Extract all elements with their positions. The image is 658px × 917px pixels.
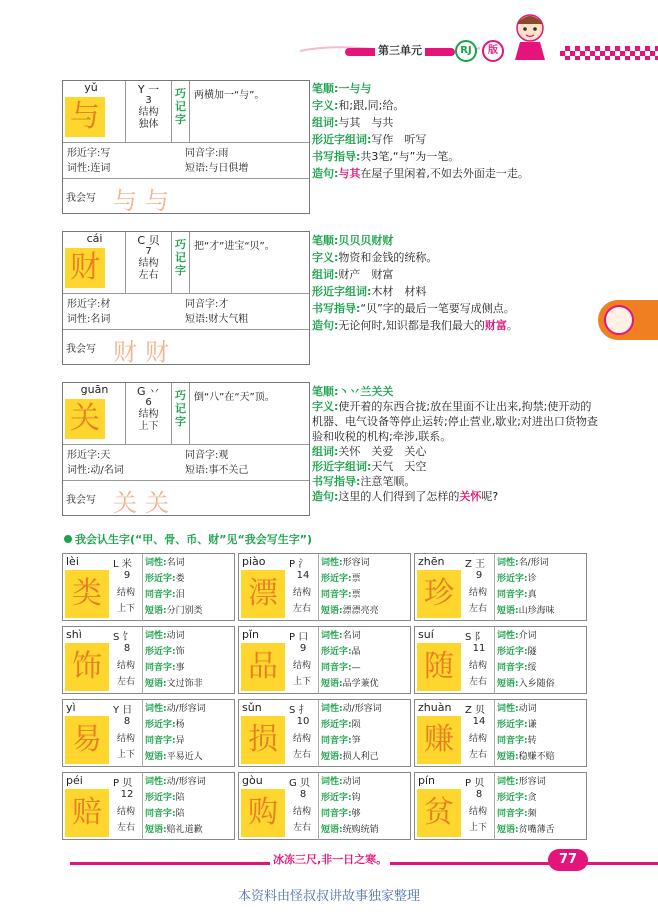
credit-line: 本资料由怪叔叔讲故事独家整理	[237, 889, 420, 904]
structure: 结构 上下	[116, 588, 135, 614]
radical: S 饣	[113, 632, 133, 643]
strokes: 10	[296, 716, 310, 727]
radical: L 米	[113, 559, 132, 570]
structure: 结构 左右	[468, 588, 487, 614]
strokes: 8	[299, 789, 307, 800]
qiao-ji-label: 巧记字	[172, 81, 190, 142]
structure: 结构 上下	[292, 661, 311, 687]
radical: G 贝	[289, 778, 310, 789]
structure: 结构 上下	[116, 734, 135, 760]
char-info: 词性:形容词 形近字:贪 同音字:频 短语:贫嘴薄舌	[497, 777, 555, 835]
radical: P 氵	[289, 559, 309, 570]
structure: 结构 左右	[468, 661, 487, 687]
cartoon-girl-icon	[505, 8, 555, 63]
detail-panel-yu: 笔顺:一与与 字义:和;跟,同;给。 组词:与其 与共 形近字组词:写作 听写 书写指导:共3笔,“与”为一笔。 造句:与其在屋子里闲着,不如去外面走一走。	[312, 82, 529, 180]
char-info: 词性:动词 形近字:饰 同音字:事 短语:文过饰非	[145, 631, 203, 689]
pinyin: lèi	[66, 555, 79, 568]
recognize-card	[62, 772, 235, 840]
pinyin: pín	[418, 774, 436, 787]
divider	[318, 773, 319, 840]
char-info: 词性:名词 形近字:晶 同音字:— 短语:品学兼优	[321, 631, 379, 689]
recognize-card	[62, 699, 235, 767]
pinyin: shì	[66, 628, 82, 641]
write-card-guan	[62, 382, 310, 516]
practice-row: 我会写 财财	[63, 330, 309, 364]
char-big: 饰	[65, 643, 109, 691]
page-header	[0, 0, 658, 78]
pinyin: sǔn	[242, 701, 262, 714]
strokes: 9	[123, 570, 131, 581]
strokes: 8	[123, 716, 131, 727]
trace-chars: 与与	[113, 187, 177, 215]
char-big: 类	[65, 570, 109, 618]
recognize-card	[238, 699, 411, 767]
char-info: 词性:动/形容词 形近字:陪 同音字:陪 短语:赔礼道歉	[145, 777, 206, 835]
pinyin: yǔ	[84, 81, 98, 94]
strokes: 9	[475, 570, 483, 581]
char-info: 词性:动/形容词 形近字:陨 同音字:笋 短语:损人利己	[321, 704, 382, 762]
radical: S 阝	[465, 632, 485, 643]
strokes: 8	[123, 643, 131, 654]
memory-tip: 倒“八”在“天”顶。	[194, 392, 275, 403]
pinyin: piào	[242, 555, 266, 568]
trace-chars: 财财	[113, 338, 177, 366]
divider	[142, 627, 143, 694]
side-tab	[598, 300, 658, 340]
char-big: 赚	[417, 716, 461, 764]
structure: 结构 左右	[292, 807, 311, 833]
divider	[142, 773, 143, 840]
recognize-card	[414, 553, 587, 621]
char-info: 词性:动词 形近字:谦 同音字:转 短语:稳赚不赔	[497, 704, 555, 762]
divider	[494, 700, 495, 767]
divider	[318, 627, 319, 694]
word-facts: 形近字:天 同音字:观 词性:动/名词 短语:事不关己	[63, 445, 309, 481]
strokes: 14	[472, 716, 486, 727]
char-info: 词性:名词 形近字:娄 同音字:泪 短语:分门别类	[145, 558, 203, 616]
divider	[142, 554, 143, 621]
pinyin: gòu	[242, 774, 263, 787]
detail-panel-guan: 笔顺:丶丷兰关关 字义:使开着的东西合拢;放在里面不让出来,拘禁;使开动的机器、电气设备等停止运转;停止营业,歇业;对进出口货物查验和收税的机构;牵涉,联系。 组词:关怀 关爱 关心 形近字组词:天气 天空 书写指导:注意笔顺。 造句:这里的人们得到了怎样的关怀呢?	[312, 385, 598, 503]
header-checker-pattern	[560, 46, 658, 60]
pinyin: suí	[418, 628, 434, 641]
structure: 结构 左右	[292, 734, 311, 760]
footer-proverb: 冰冻三尺,非一日之寒。	[270, 851, 390, 867]
char-info: 词性:动词 形近字:钩 同音字:够 短语:统购统销	[321, 777, 379, 835]
char-big: 品	[241, 643, 285, 691]
recognize-card	[238, 626, 411, 694]
write-card-yu	[62, 80, 310, 214]
pinyin: pǐn	[242, 628, 260, 641]
structure: 结构 左右	[116, 661, 135, 687]
char-big: 购	[241, 789, 285, 837]
memory-tip: 把“才”进宝“贝”。	[194, 241, 275, 252]
recognize-card	[414, 699, 587, 767]
word-facts: 形近字:材 同音字:才 词性:名词 短语:财大气粗	[63, 294, 309, 330]
practice-row: 我会写 关关	[63, 481, 309, 515]
recognize-card	[238, 772, 411, 840]
char-big: 赔	[65, 789, 109, 837]
pinyin: cái	[86, 232, 103, 245]
qiao-ji-label: 巧记字	[172, 232, 190, 293]
strokes: 11	[472, 643, 486, 654]
char-big: 珍	[417, 570, 461, 618]
char-big: 随	[417, 643, 461, 691]
recognize-card	[238, 553, 411, 621]
char-info: 词性:名/形词 形近字:诊 同音字:真 短语:山珍海味	[497, 558, 555, 616]
char-big: 与	[65, 97, 105, 137]
char-big: 关	[65, 399, 105, 439]
divider	[142, 700, 143, 767]
divider	[318, 554, 319, 621]
divider	[318, 700, 319, 767]
char-big: 损	[241, 716, 285, 764]
strokes: 12	[120, 789, 134, 800]
write-card-cai	[62, 231, 310, 365]
rj-badge: RJ	[455, 40, 477, 62]
radical: Z 贝	[465, 705, 486, 716]
char-meta: Y 一 3 结构 独体	[126, 81, 172, 142]
qiao-ji-label: 巧记字	[172, 383, 190, 444]
char-big: 贫	[417, 789, 461, 837]
word-facts: 形近字:写 同音字:雨 词性:连词 短语:与日俱增	[63, 143, 309, 179]
divider	[494, 627, 495, 694]
structure: 结构 左右	[292, 588, 311, 614]
divider	[494, 773, 495, 840]
radical: P 贝	[465, 778, 485, 789]
section-title: 我会认生字(“甲、骨、币、财”见“我会写生字”)	[64, 531, 312, 547]
recognize-card	[414, 626, 587, 694]
divider	[494, 554, 495, 621]
recognize-card	[62, 626, 235, 694]
radical: P 贝	[113, 778, 133, 789]
pinyin: zhēn	[418, 555, 445, 568]
radical: Z 王	[465, 559, 486, 570]
char-meta: C 贝 7 结构 左右	[126, 232, 172, 293]
strokes: 9	[299, 643, 307, 654]
strokes: 14	[296, 570, 310, 581]
pinyin: yì	[66, 701, 76, 714]
radical: S 扌	[289, 705, 309, 716]
page-number: 77	[548, 849, 588, 871]
unit-title: 第三单元	[375, 42, 425, 58]
char-big: 易	[65, 716, 109, 764]
char-info: 词性:形容词 形近字:票 同音字:票 短语:漂漂亮亮	[321, 558, 379, 616]
char-meta: G 丷 6 结构 上下	[126, 383, 172, 444]
char-big: 财	[65, 248, 105, 288]
char-info: 词性:介词 形近字:隧 同音字:绥 短语:入乡随俗	[497, 631, 555, 689]
practice-row: 我会写 与与	[63, 179, 309, 213]
radical: Y 日	[113, 705, 133, 716]
char-info: 词性:动/形容词 形近字:杨 同音字:异 短语:平易近人	[145, 704, 206, 762]
strokes: 8	[475, 789, 483, 800]
pinyin: guān	[80, 383, 109, 396]
recognize-card	[414, 772, 587, 840]
edition-badge: 版	[482, 40, 504, 62]
structure: 结构 左右	[468, 734, 487, 760]
char-big: 漂	[241, 570, 285, 618]
structure: 结构 上下	[468, 807, 487, 833]
pinyin: zhuàn	[418, 701, 452, 714]
mascot-face-icon	[604, 305, 634, 335]
memory-tip: 两横加一“与”。	[194, 90, 265, 101]
radical: P 口	[289, 632, 309, 643]
detail-panel-cai: 笔顺:贝贝贝财财 字义:物资和金钱的统称。 组词:财产 财富 形近字组词:木材 材料 书写指导:“贝”字的最后一笔要写成侧点。 造句:无论何时,知识都是我们最大的财富。	[312, 234, 518, 332]
trace-chars: 关关	[113, 489, 177, 517]
structure: 结构 左右	[116, 807, 135, 833]
recognize-card	[62, 553, 235, 621]
pinyin: péi	[66, 774, 83, 787]
